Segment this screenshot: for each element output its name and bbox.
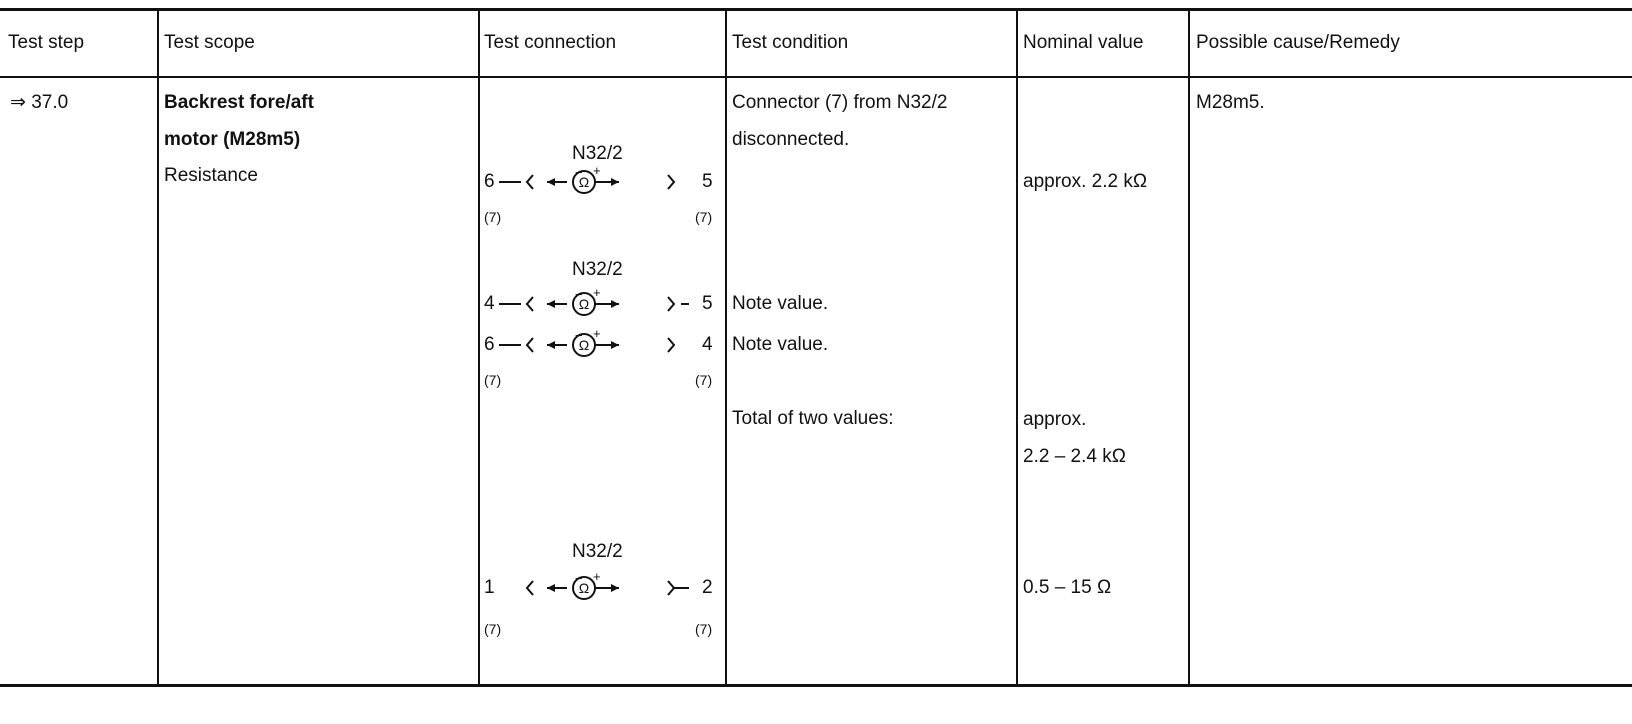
possible-cause-remedy: M28m5. xyxy=(1196,92,1265,113)
header-test-step: Test step xyxy=(8,32,85,53)
svg-text:−: − xyxy=(575,571,583,586)
pin-right-4: 2 xyxy=(702,577,713,598)
module-label-2: N32/2 xyxy=(572,259,623,280)
svg-text:Ω: Ω xyxy=(578,174,590,190)
test-scope-title-line2: motor (M28m5) xyxy=(164,129,301,150)
ohmmeter-symbol-2 xyxy=(495,280,720,320)
table-top-rule xyxy=(0,8,1632,11)
header-test-condition: Test condition xyxy=(732,32,849,53)
svg-text:−: − xyxy=(575,287,583,302)
test-scope-subject: Resistance xyxy=(164,165,258,186)
pin-left-2: 4 xyxy=(484,293,495,314)
condition-2: Note value. xyxy=(732,293,829,314)
ohmmeter-diagram-1 xyxy=(495,158,720,198)
ohmmeter-diagram-4 xyxy=(495,564,720,604)
table-bottom-rule xyxy=(0,684,1632,687)
pin-left-3: 6 xyxy=(484,334,495,355)
nominal-value-3: 0.5 – 15 Ω xyxy=(1023,577,1112,598)
ohmmeter-diagram-3 xyxy=(495,321,720,361)
header-possible-cause: Possible cause/Remedy xyxy=(1196,32,1400,53)
connector-right-1: (7) xyxy=(695,209,713,225)
column-divider-1 xyxy=(157,8,159,687)
connector-right-2: (7) xyxy=(695,372,713,388)
svg-text:Ω: Ω xyxy=(578,337,590,353)
condition-1-line2: disconnected. xyxy=(732,129,850,150)
test-scope-title-line1: Backrest fore/aft xyxy=(164,92,314,113)
ohmmeter-symbol-3 xyxy=(495,321,720,361)
svg-text:+: + xyxy=(593,326,601,341)
connector-right-4: (7) xyxy=(695,621,713,637)
svg-text:Ω: Ω xyxy=(578,296,590,312)
column-divider-3 xyxy=(725,8,727,687)
ohmmeter-diagram-2 xyxy=(495,280,720,320)
module-label-4: N32/2 xyxy=(572,541,623,562)
svg-text:+: + xyxy=(593,163,601,178)
header-bottom-rule xyxy=(0,76,1632,78)
column-divider-2 xyxy=(478,8,480,687)
column-divider-5 xyxy=(1188,8,1190,687)
nominal-value-1: approx. 2.2 kΩ xyxy=(1023,171,1148,192)
pin-right-1: 5 xyxy=(702,171,713,192)
nominal-value-2-line1: approx. xyxy=(1023,409,1087,430)
connector-left-4: (7) xyxy=(484,621,502,637)
pin-right-3: 4 xyxy=(702,334,713,355)
module-label-1: N32/2 xyxy=(572,143,623,164)
condition-3: Note value. xyxy=(732,334,829,355)
condition-1-line1: Connector (7) from N32/2 xyxy=(732,92,948,113)
svg-text:−: − xyxy=(575,165,583,180)
header-nominal-value: Nominal value xyxy=(1023,32,1144,53)
connector-left-1: (7) xyxy=(484,209,502,225)
nominal-value-2-line2: 2.2 – 2.4 kΩ xyxy=(1023,446,1126,467)
test-step-number: ⇒ 37.0 xyxy=(10,92,69,113)
pin-right-2: 5 xyxy=(702,293,713,314)
header-test-connection: Test connection xyxy=(484,32,617,53)
ohmmeter-symbol-1 xyxy=(495,158,720,198)
header-test-scope: Test scope xyxy=(164,32,255,53)
svg-text:+: + xyxy=(593,569,601,584)
svg-text:+: + xyxy=(593,285,601,300)
svg-text:Ω: Ω xyxy=(578,580,590,596)
pin-left-4: 1 xyxy=(484,577,495,598)
column-divider-4 xyxy=(1016,8,1018,687)
connector-left-2: (7) xyxy=(484,372,502,388)
pin-left-1: 6 xyxy=(484,171,495,192)
svg-text:−: − xyxy=(575,328,583,343)
ohmmeter-symbol-4 xyxy=(495,564,720,604)
condition-4: Total of two values: xyxy=(732,408,894,429)
